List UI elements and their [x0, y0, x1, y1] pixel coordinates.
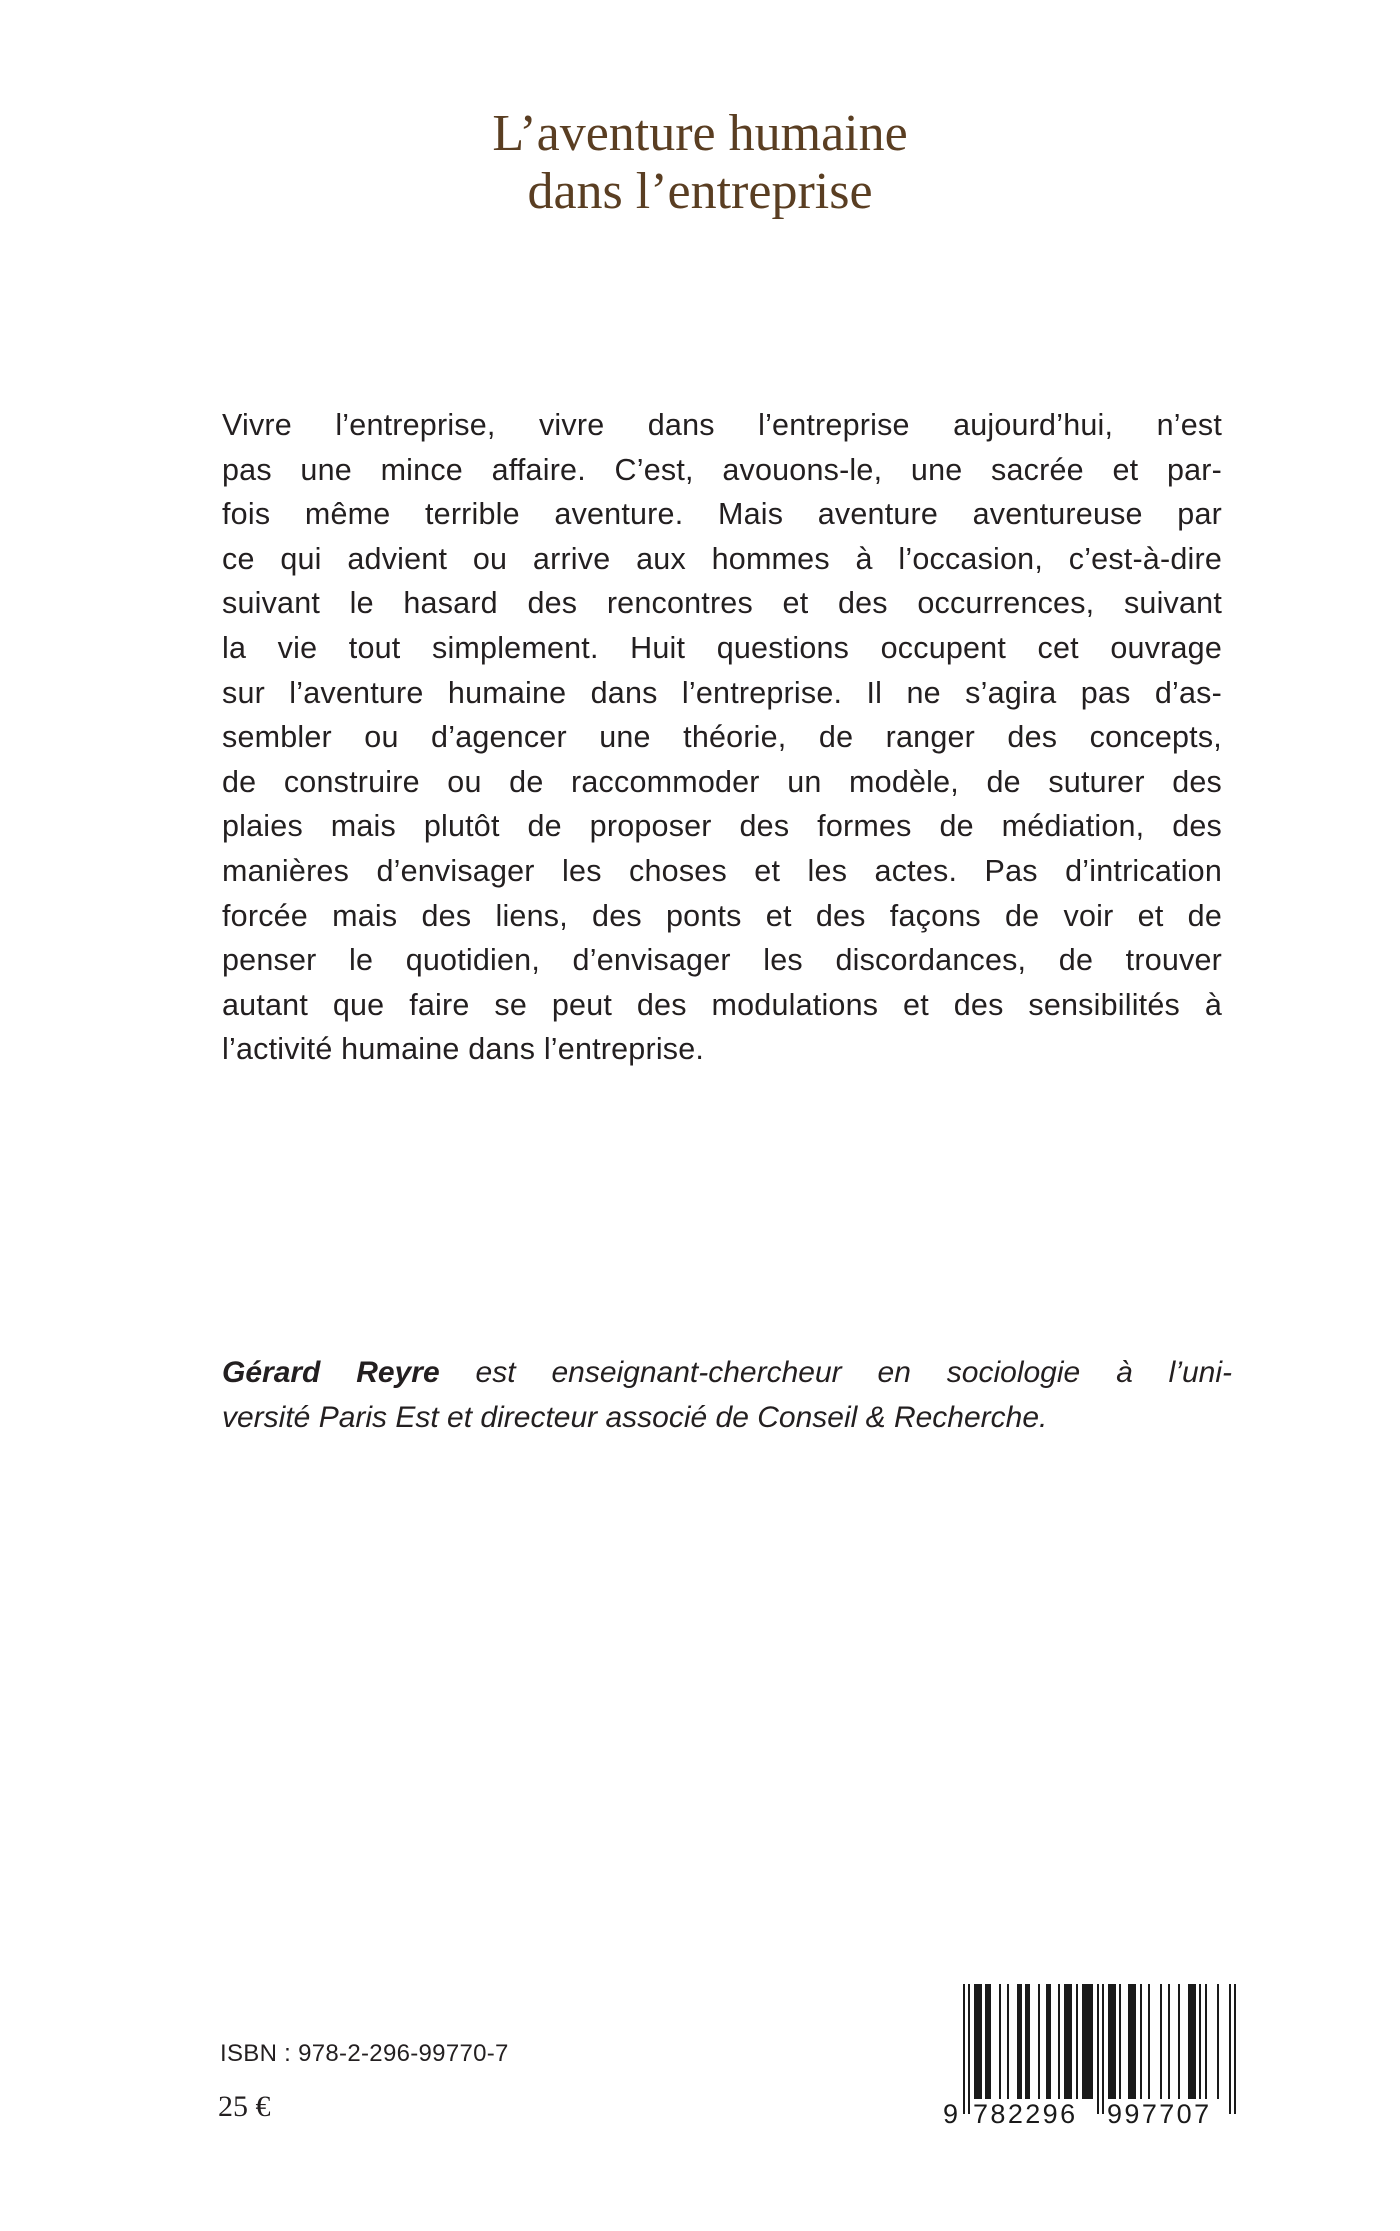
- bio-line-2: versité Paris Est et directeur associé de Conseil & Recherche.: [222, 1400, 1048, 1434]
- summary-line: autant que faire se peut des modulations et des sensibilités à: [222, 987, 1222, 1022]
- isbn-label: ISBN : 978-2-296-99770-7: [220, 2040, 509, 2067]
- barcode-digit-first: 9: [943, 2099, 959, 2129]
- summary-line: ce qui advient ou arrive aux hommes à l’occasion, c’est-à-dire: [222, 541, 1222, 576]
- summary-line: fois même terrible aventure. Mais aventure aventureuse par: [222, 497, 1222, 532]
- barcode-digits-right: 997707: [1107, 2099, 1212, 2129]
- bio-line-1-text: est enseignant-chercheur en sociologie à l’uni-: [439, 1356, 1233, 1389]
- barcode-icon: [935, 1980, 1245, 2130]
- title-line-1: L’aventure humaine: [492, 105, 908, 162]
- summary-line: Vivre l’entreprise, vivre dans l’entreprise aujourd’hui, n’est: [222, 408, 1222, 442]
- summary-line: sembler ou d’agencer une théorie, de ranger des concepts,: [222, 720, 1222, 755]
- price-label: 25 €: [218, 2090, 271, 2123]
- summary-line: penser le quotidien, d’envisager les discordances, de trouver: [222, 943, 1222, 978]
- summary-line: plaies mais plutôt de proposer des formes de médiation, des: [222, 809, 1222, 844]
- author-bio: [222, 1351, 1232, 1440]
- summary-line: de construire ou de raccommoder un modèle, de suturer des: [222, 764, 1222, 799]
- summary-line: suivant le hasard des rencontres et des occurrences, suivant: [222, 586, 1222, 621]
- barcode: [935, 1980, 1245, 2130]
- book-summary: [222, 403, 1222, 1072]
- summary-line: forcée mais des liens, des ponts et des façons de voir et de: [222, 898, 1222, 933]
- title-line-2: dans l’entreprise: [527, 163, 873, 220]
- summary-line: pas une mince affaire. C’est, avouons-le, une sacrée et par-: [222, 452, 1222, 487]
- book-title: [0, 105, 1400, 221]
- author-name: Gérard Reyre: [222, 1356, 440, 1389]
- summary-line: manières d’envisager les choses et les actes. Pas d’intrication: [222, 853, 1222, 888]
- summary-line: l’activité humaine dans l’entreprise.: [222, 1032, 705, 1067]
- summary-line: sur l’aventure humaine dans l’entreprise. Il ne s’agira pas d’as-: [222, 675, 1222, 710]
- summary-line: la vie tout simplement. Huit questions occupent cet ouvrage: [222, 630, 1222, 665]
- bio-line-1: [222, 1351, 1232, 1396]
- barcode-digits-left: 782296: [973, 2099, 1078, 2129]
